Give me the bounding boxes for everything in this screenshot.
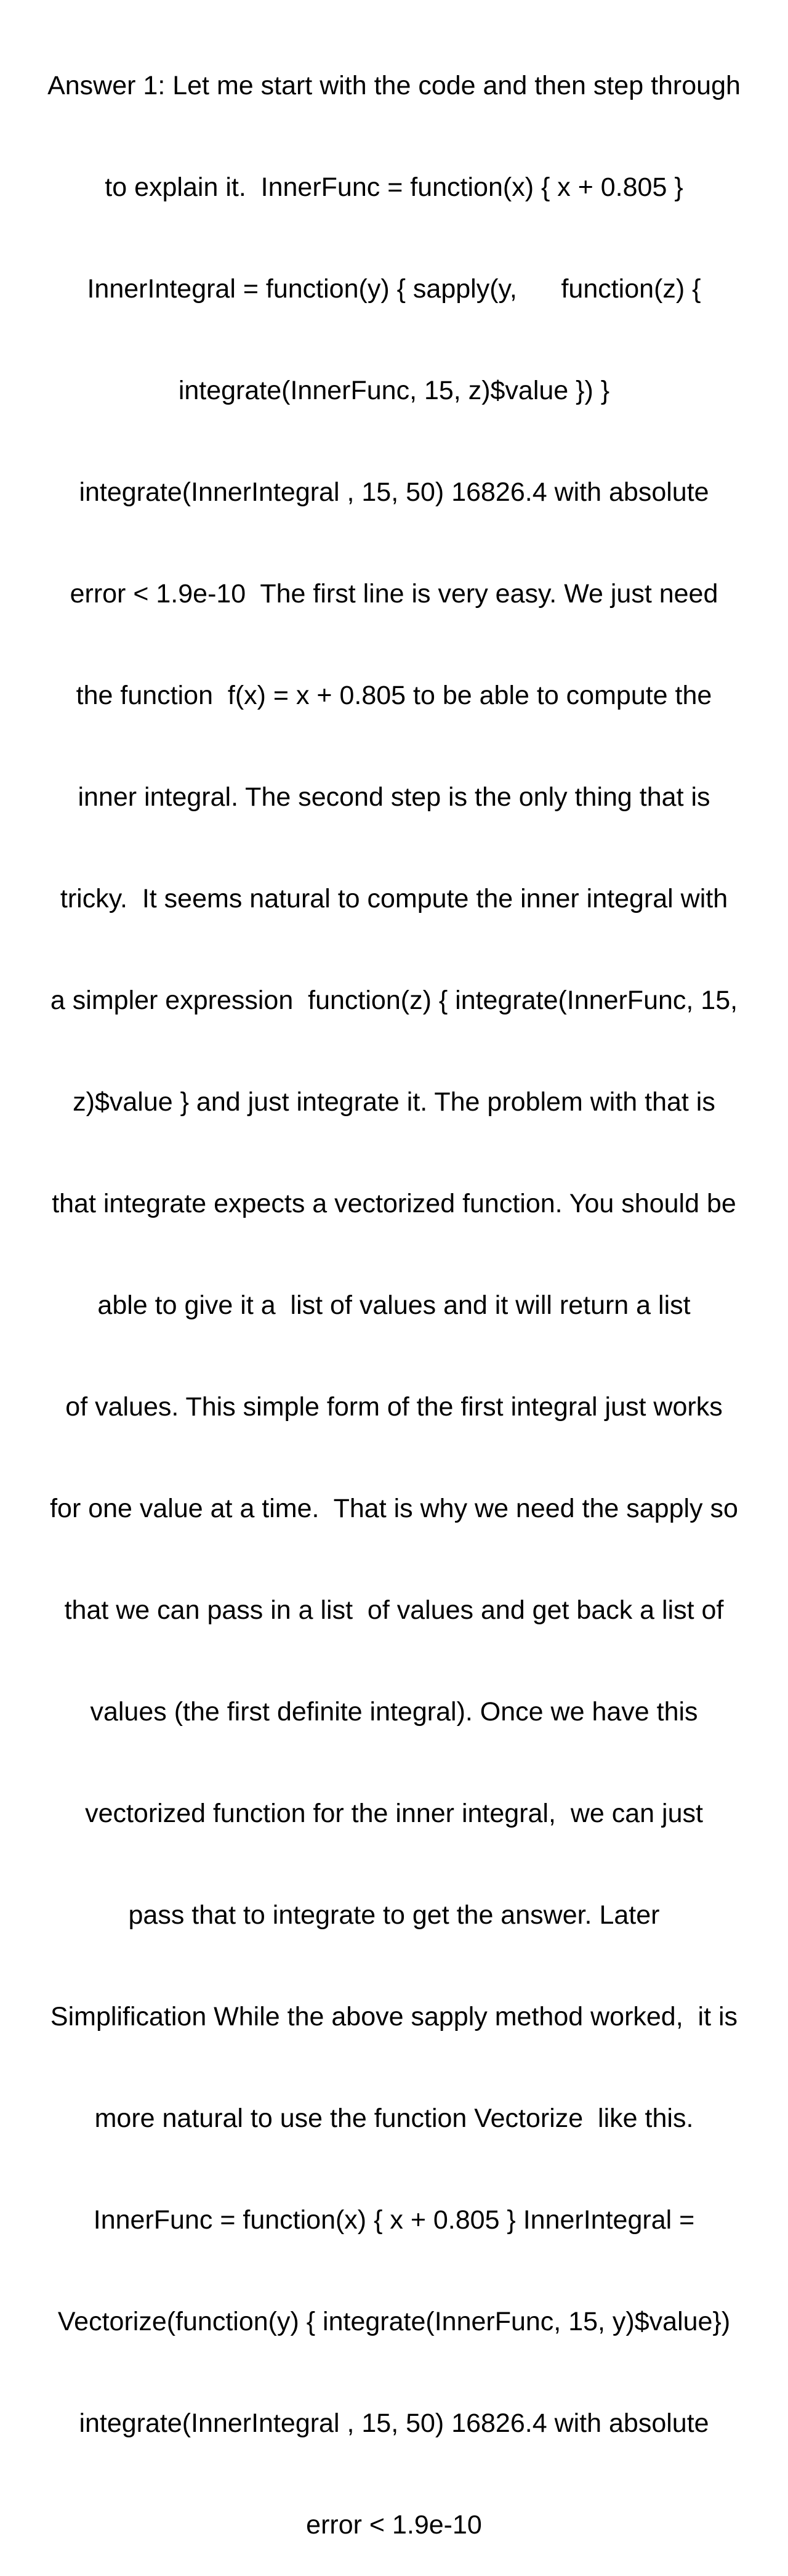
text-line: tricky. It seems natural to compute the inner integral with	[60, 884, 728, 913]
text-line: able to give it a list of values and it will return a list	[97, 1290, 691, 1320]
text-line: that integrate expects a vectorized function. You should be	[52, 1189, 736, 1218]
text-line: to explain it. InnerFunc = function(x) { x + 0.805 }	[105, 172, 683, 202]
text-line: error < 1.9e-10	[306, 2510, 482, 2540]
text-line: integrate(InnerIntegral , 15, 50) 16826.4 with absolute	[79, 477, 709, 507]
text-line: that we can pass in a list of values and get back a list of	[64, 1595, 724, 1625]
text-line: Simplification While the above sapply method worked, it is	[50, 2002, 738, 2031]
text-line: z)$value } and just integrate it. The problem with that is	[73, 1087, 715, 1117]
text-line: integrate(InnerFunc, 15, z)$value }) }	[178, 376, 610, 405]
text-line: InnerFunc = function(x) { x + 0.805 } InnerIntegral =	[93, 2205, 695, 2235]
text-line: pass that to integrate to get the answer. Later	[128, 1900, 660, 1930]
text-line: more natural to use the function Vectorize like this.	[94, 2104, 694, 2133]
text-line: error < 1.9e-10 The first line is very easy. We just need	[70, 579, 718, 609]
text-line: for one value at a time. That is why we need the sapply so	[50, 1494, 738, 1523]
text-line: values (the first definite integral). Once we have this	[90, 1697, 698, 1727]
text-line: of values. This simple form of the first integral just works	[65, 1392, 723, 1422]
text-line: Vectorize(function(y) { integrate(InnerFunc, 15, y)$value})	[57, 2307, 731, 2336]
text-line: a simpler expression function(z) { integrate(InnerFunc, 15,	[50, 986, 738, 1015]
text-line: inner integral. The second step is the only thing that is	[78, 782, 710, 812]
text-line: integrate(InnerIntegral , 15, 50) 16826.4 with absolute	[79, 2408, 709, 2438]
text-line: Answer 1: Let me start with the code and then step through	[47, 71, 741, 100]
text-line: the function f(x) = x + 0.805 to be able to compute the	[76, 681, 712, 710]
text-line: InnerIntegral = function(y) { sapply(y, function(z) {	[87, 274, 701, 304]
text-line: vectorized function for the inner integral, we can just	[85, 1799, 703, 1828]
